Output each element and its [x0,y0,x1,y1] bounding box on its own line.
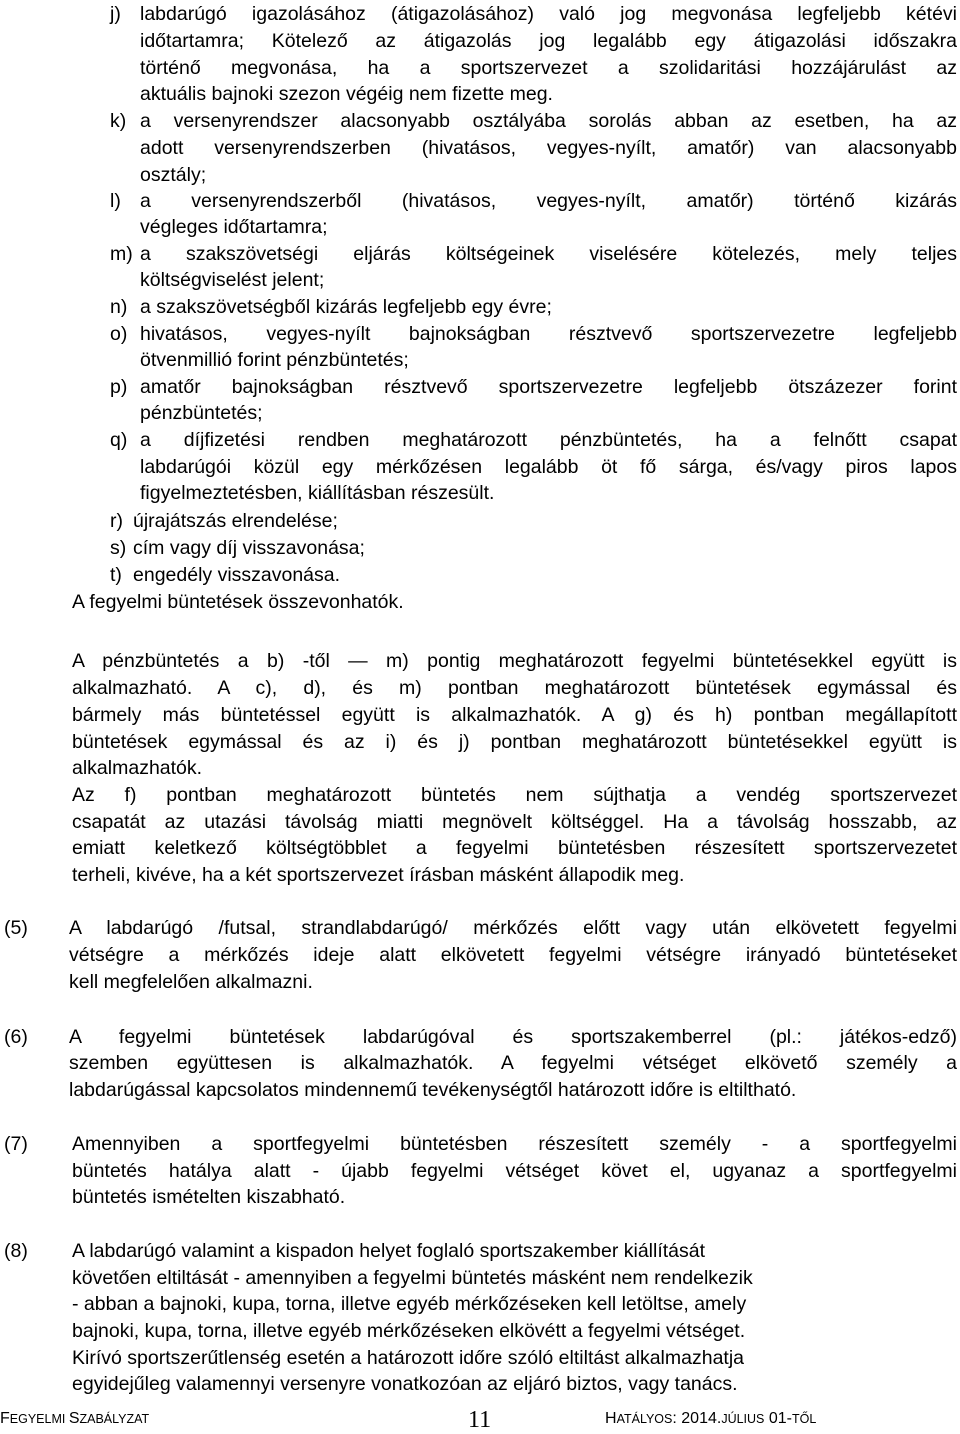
paragraph-line: alkalmazhatók. [72,757,203,779]
section-line: bajnoki, kupa, torna, illetve egyéb mérkőzéseken elkövétt a fegyelmi vétséget. [72,1320,746,1342]
list-line: költségviselést jelent; [140,269,325,291]
section-line: Kirívó sportszerűtlenség esetén a határozott időre szóló eltiltást alkalmazhatja [72,1347,745,1369]
list-line: hivatásos, vegyes-nyílt bajnokságban résztvevő sportszervezetre legfeljebb [140,323,957,345]
paragraph-line: csapatát az utazási távolság miatti megnövelt költséggel. Ha a távolság hosszabb, az [72,811,957,833]
list-line: labdarúgói közül egy mérkőzésen legalább öt fő sárga, és/vagy piros lapos [140,456,957,478]
list-line: cím vagy díj visszavonása; [133,537,365,559]
list-label: j) [110,3,121,25]
list-label: q) [110,429,128,451]
list-line: időtartamra; Kötelező az átigazolás jog legalább egy átigazolási időszakra [140,30,957,52]
list-line: osztály; [140,164,207,186]
section-line: szemben együttesen is alkalmazhatók. A fegyelmi vétséget elkövető személy a [69,1052,957,1074]
section-line: - abban a bajnoki, kupa, torna, illetve egyéb mérkőzéseken kell letöltse, amely [72,1293,747,1315]
section-line: kell megfelelően alkalmazni. [69,971,313,993]
footer-text: 01- [764,1410,792,1427]
list-line: történő megvonása, ha a sportszervezet a szolidaritási hozzájárulást az [140,57,957,79]
section-line: A labdarúgó valamint a kispadon helyet foglaló sportszakember kiállítását [72,1240,706,1262]
list-label: m) [110,243,133,265]
footer-text: EGYELMI [9,1412,69,1426]
section-label: (8) [4,1240,28,1262]
section-label: (7) [4,1133,28,1155]
list-line: a szakszövetségi eljárás költségeinek viselésére kötelezés, mely teljes [140,243,957,265]
footer-text: : 2014. [672,1410,722,1427]
list-line: aktuális bajnoki szezon végéig nem fizette meg. [140,83,553,105]
paragraph-line: büntetések egymással és az i) és j) pontban meghatározott büntetésekkel együtt is [72,731,957,753]
list-line: labdarúgó igazolásához (átigazolásához) való jog megvonása legfeljebb kétévi [140,3,957,25]
paragraph-line: bármely más büntetéssel együtt is alkalmazhatók. A g) és h) pontban megállapított [72,704,957,726]
section-line: követően eltiltását - amennyiben a fegyelmi büntetés másként nem rendelkezik [72,1267,753,1289]
footer-document-title [0,1411,149,1427]
list-line: pénzbüntetés; [140,402,263,424]
section-line: egyidejűleg valamennyi versenyre vonatkozóan az eljáró biztos, vagy tanács. [72,1373,738,1395]
list-line: figyelmeztetésben, kiállításban részesült. [140,482,495,504]
paragraph-line: Az f) pontban meghatározott büntetés nem sújthatja a vendég sportszervezet [72,784,957,806]
list-label: k) [110,110,127,132]
list-label: t) [110,564,122,586]
section-line: labdarúgással kapcsolatos mindennemű tevékenységtől határozott időre is eltiltható. [69,1079,797,1101]
footer-text: ZABÁLYZAT [79,1412,150,1426]
list-line: adott versenyrendszerben (hivatásos, vegyes-nyílt, amatőr) van alacsonyabb [140,137,957,159]
list-line: végleges időtartamra; [140,216,328,238]
paragraph-line: A pénzbüntetés a b) -től — m) pontig meghatározott fegyelmi büntetésekkel együtt is [72,650,957,672]
list-label: l) [110,190,121,212]
paragraph-line: terheli, kivéve, ha a két sportszervezet írásban másként állapodik meg. [72,864,685,886]
section-label: (6) [4,1026,28,1048]
footer-text: F [0,1410,10,1427]
list-label: n) [110,296,128,318]
paragraph-line: emiatt keletkező költségtöbblet a fegyelmi büntetésben részesített sportszervezetet [72,837,957,859]
footer-text: H [605,1410,617,1427]
paragraph-line: alkalmazható. A c), d), és m) pontban meghatározott büntetések egymással és [72,677,957,699]
list-line: a szakszövetségből kizárás legfeljebb egy évre; [140,296,552,318]
list-label: p) [110,376,128,398]
list-line: a versenyrendszer alacsonyabb osztályába sorolás abban az esetben, ha az [140,110,957,132]
list-label: s) [110,537,127,559]
footer-effective-date [605,1411,816,1427]
list-line: engedély visszavonása. [133,564,341,586]
section-line: Amennyiben a sportfegyelmi büntetésben részesített személy - a sportfegyelmi [72,1133,957,1155]
cumulative-note: A fegyelmi büntetések összevonhatók. [72,591,404,613]
section-line: A fegyelmi büntetések labdarúgóval és sportszakemberrel (pl.: játékos-edző) [69,1026,957,1048]
list-label: r) [110,510,123,532]
list-line: ötvenmillió forint pénzbüntetés; [140,349,409,371]
footer-text: JÚLIUS [721,1412,765,1426]
section-line: A labdarúgó /futsal, strandlabdarúgó/ mérkőzés előtt vagy után elkövetett fegyelmi [69,917,957,939]
list-line: a díjfizetési rendben meghatározott pénzbüntetés, ha a felnőtt csapat [140,429,957,451]
section-label: (5) [4,917,28,939]
page-number: 11 [468,1407,492,1433]
footer-text: TŐL [791,1412,817,1426]
section-line: vétségre a mérkőzés ideje alatt elkövetett fegyelmi vétségre irányadó büntetéseket [69,944,957,966]
list-line: amatőr bajnokságban résztvevő sportszervezetre legfeljebb ötszázezer forint [140,376,957,398]
footer-text: ATÁLYOS [616,1412,673,1426]
list-line: a versenyrendszerből (hivatásos, vegyes-nyílt, amatőr) történő kizárás [140,190,957,212]
section-line: büntetés ismételten kiszabható. [72,1186,346,1208]
list-line: újrajátszás elrendelése; [133,510,338,532]
section-line: büntetés hatálya alatt - újabb fegyelmi vétséget követ el, ugyanaz a sportfegyelmi [72,1160,957,1182]
footer-text: S [68,1410,80,1427]
list-label: o) [110,323,128,345]
